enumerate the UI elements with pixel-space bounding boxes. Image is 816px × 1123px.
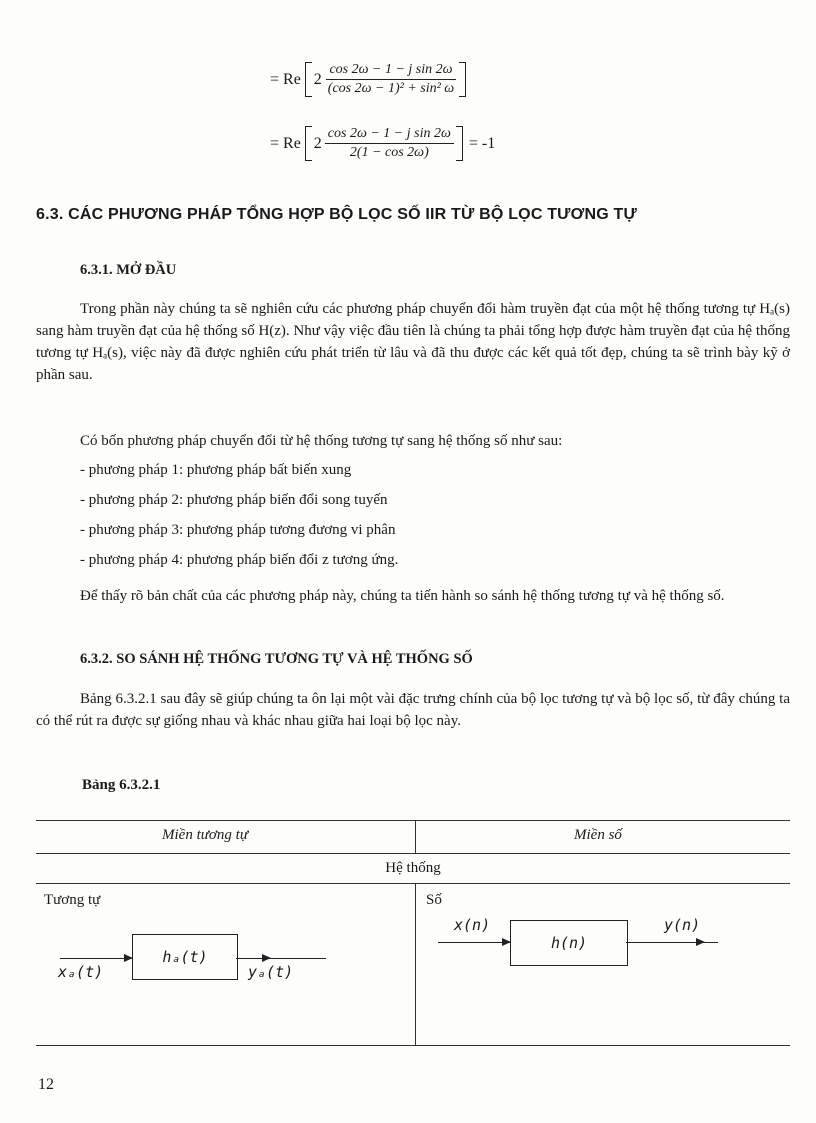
table-border-bottom (36, 1045, 790, 1046)
digital-impulse-response: h(n) (550, 934, 588, 952)
methods-list (80, 459, 398, 579)
digital-label: Số (426, 892, 442, 908)
intro-paragraph (36, 298, 790, 386)
analog-input-signal: xₐ(t) (58, 963, 104, 981)
equation-bracket (305, 62, 466, 97)
table-border-top (36, 820, 790, 821)
section-title: 6.3. CÁC PHƯƠNG PHÁP TỔNG HỢP BỘ LỌC SỐ IIR TỪ BỘ LỌC TƯƠNG TỰ (36, 206, 638, 223)
header-digital: Miền số (574, 827, 622, 843)
equation-bracket (305, 126, 463, 161)
analog-input-wire (60, 958, 132, 959)
fraction-denominator: 2(1 − cos 2ω) (349, 145, 429, 160)
header-analog: Miền tương tự (162, 827, 249, 843)
comparison-table (36, 820, 790, 1046)
equation-1 (270, 62, 466, 97)
analog-impulse-response: hₐ(t) (162, 948, 208, 966)
page-number: 12 (38, 1076, 54, 1093)
list-item: - phương pháp 3: phương pháp tương đương vi phân (80, 522, 396, 538)
digital-input-wire (438, 942, 510, 943)
fraction-numerator: cos 2ω − 1 − j sin 2ω (325, 126, 454, 144)
analog-label: Tương tự (44, 892, 101, 908)
intro-paragraph-text: Trong phần này chúng ta sẽ nghiên cứu các phương pháp chuyển đổi hàm truyền đạt của một hệ thống tương tự Hₐ(s) sang hàm truyền đạt của hệ thống số H(z). Như vậy việc đầu tiên là chúng ta phải tổng hợp được hàm truyền đạt của hệ thống tương tự Hₐ(s), việc này đã được nghiên cứu phát triển từ lâu và đã thu được các kết quả tốt đẹp, chúng ta sẽ trình bày kỹ ở phần sau. (36, 301, 790, 383)
list-item: - phương pháp 4: phương pháp biến đổi z tương ứng. (80, 552, 399, 568)
list-item: - phương pháp 2: phương pháp biến đổi song tuyến (80, 492, 388, 508)
column-divider (415, 883, 416, 1045)
subsection-title-intro: 6.3.1. MỞ ĐẦU (80, 262, 177, 278)
equation-prefix: = Re (270, 134, 301, 152)
equation-coefficient: 2 (313, 134, 322, 152)
equation-coefficient: 2 (313, 70, 322, 88)
compare-paragraph-text: Bảng 6.3.2.1 sau đây sẽ giúp chúng ta ôn lại một vài đặc trưng chính của bộ lọc tương tự và bộ lọc số, từ đây chúng ta có thể rút ra được sự giống nhau và khác nhau giữa hai loại bộ lọc này. (36, 691, 790, 729)
row-header-system: Hệ thống (385, 860, 441, 876)
fraction-denominator: (cos 2ω − 1)² + sin² ω (327, 81, 455, 96)
list-item: - phương pháp 1: phương pháp bất biến xung (80, 462, 352, 478)
equation-result: = -1 (468, 134, 496, 152)
table-divider (36, 883, 790, 884)
fraction-numerator: cos 2ω − 1 − j sin 2ω (326, 62, 455, 80)
methods-intro-text: Có bốn phương pháp chuyển đổi từ hệ thống tương tự sang hệ thống số như sau: (80, 433, 563, 449)
closing-paragraph-text: Để thấy rõ bản chất của các phương pháp này, chúng ta tiến hành so sánh hệ thống tương tự và hệ thống số. (80, 588, 725, 604)
subsection-title-compare: 6.3.2. SO SÁNH HỆ THỐNG TƯƠNG TỰ VÀ HỆ THỐNG SỐ (80, 651, 473, 667)
analog-output-signal: yₐ(t) (248, 963, 294, 981)
equation-2 (270, 126, 495, 161)
digital-output-signal: y(n) (664, 916, 701, 934)
analog-system-block (132, 934, 238, 980)
arrow-icon (262, 954, 271, 962)
arrow-icon (696, 938, 705, 946)
equation-prefix: = Re (270, 70, 301, 88)
analog-output-wire (236, 958, 326, 959)
digital-system-block (510, 920, 628, 966)
compare-paragraph (36, 688, 790, 732)
methods-intro (36, 430, 790, 452)
equation-fraction (325, 62, 457, 97)
column-divider (415, 820, 416, 853)
closing-paragraph (36, 585, 790, 607)
table-divider (36, 853, 790, 854)
table-caption: Bảng 6.3.2.1 (82, 777, 161, 793)
digital-input-signal: x(n) (454, 916, 491, 934)
equation-fraction (325, 126, 454, 161)
